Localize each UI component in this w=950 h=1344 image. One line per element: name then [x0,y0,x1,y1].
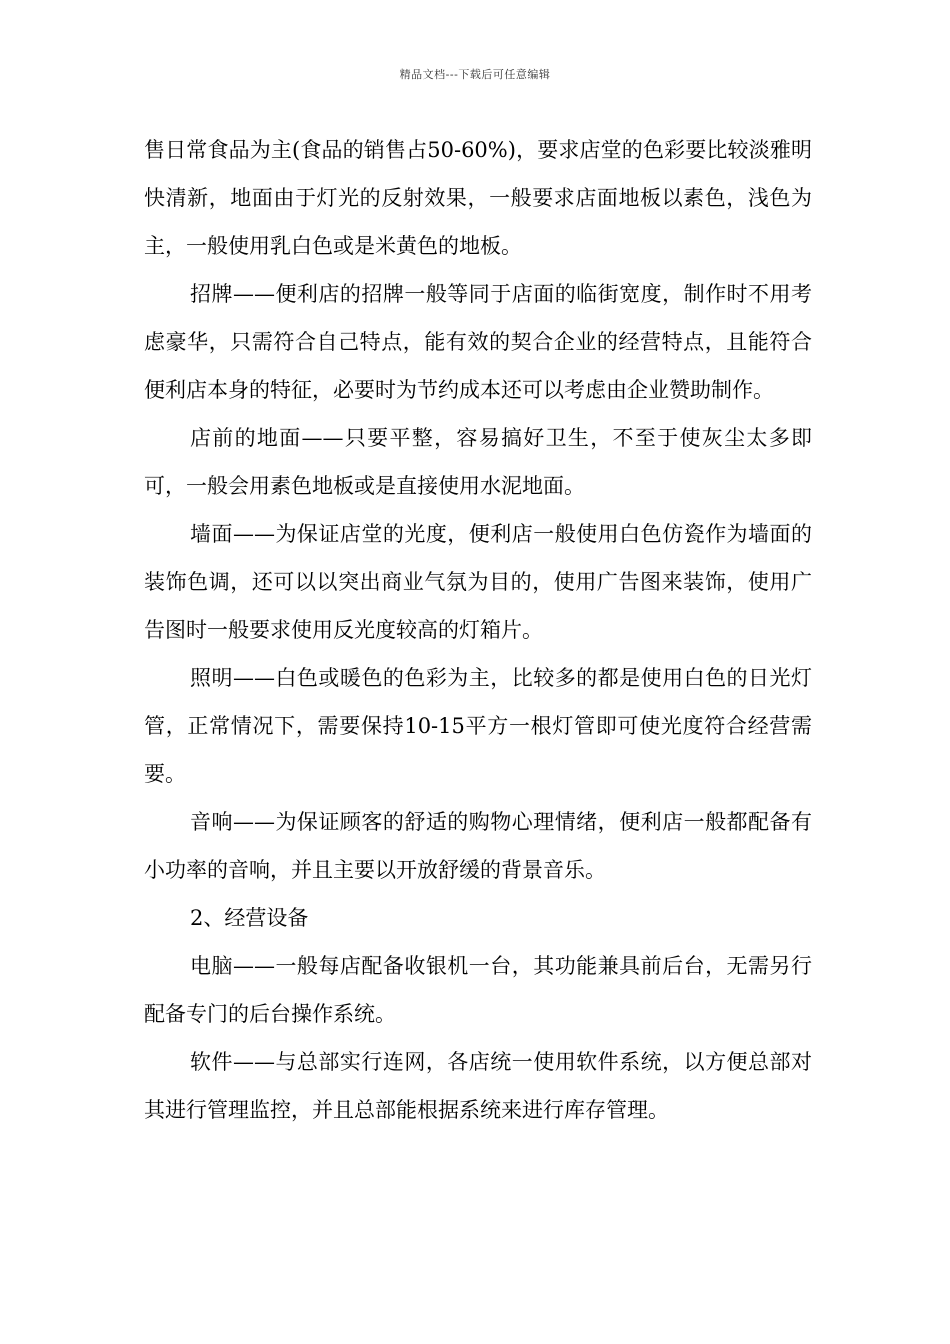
document-body [144,126,812,1134]
paragraph-signboard: 招牌——便利店的招牌一般等同于店面的临街宽度，制作时不用考虑豪华，只需符合自己特点，能有效的契合企业的经营特点，且能符合便利店本身的特征，必要时为节约成本还可以考虑由企业赞助制作。 [144,282,812,402]
section-heading-equipment: 2、经营设备 [190,906,309,930]
paragraph-audio: 音响——为保证顾客的舒适的购物心理情绪，便利店一般都配备有小功率的音响，并且主要以开放舒缓的背景音乐。 [144,810,812,882]
page-header: 精品文档---下载后可任意编辑 [399,68,551,81]
paragraph-wall: 墙面——为保证店堂的光度，便利店一般使用白色仿瓷作为墙面的装饰色调，还可以以突出商业气氛为目的，使用广告图来装饰，使用广告图时一般要求使用反光度较高的灯箱片。 [144,522,812,642]
paragraph-lighting: 照明——白色或暖色的色彩为主，比较多的都是使用白色的日光灯管，正常情况下，需要保持10-15平方一根灯管即可使光度符合经营需要。 [144,666,812,786]
paragraph-computer: 电脑——一般每店配备收银机一台，其功能兼具前后台，无需另行配备专门的后台操作系统。 [144,954,812,1026]
paragraph-storefront-ground: 店前的地面——只要平整，容易搞好卫生，不至于使灰尘太多即可，一般会用素色地板或是直接使用水泥地面。 [144,426,812,498]
paragraph-store-colors: 售日常食品为主(食品的销售占50-60%)，要求店堂的色彩要比较淡雅明快清新，地面由于灯光的反射效果，一般要求店面地板以素色，浅色为主，一般使用乳白色或是米黄色的地板。 [144,138,812,258]
paragraph-software: 软件——与总部实行连网，各店统一使用软件系统，以方便总部对其进行管理监控，并且总部能根据系统来进行库存管理。 [144,1050,812,1122]
